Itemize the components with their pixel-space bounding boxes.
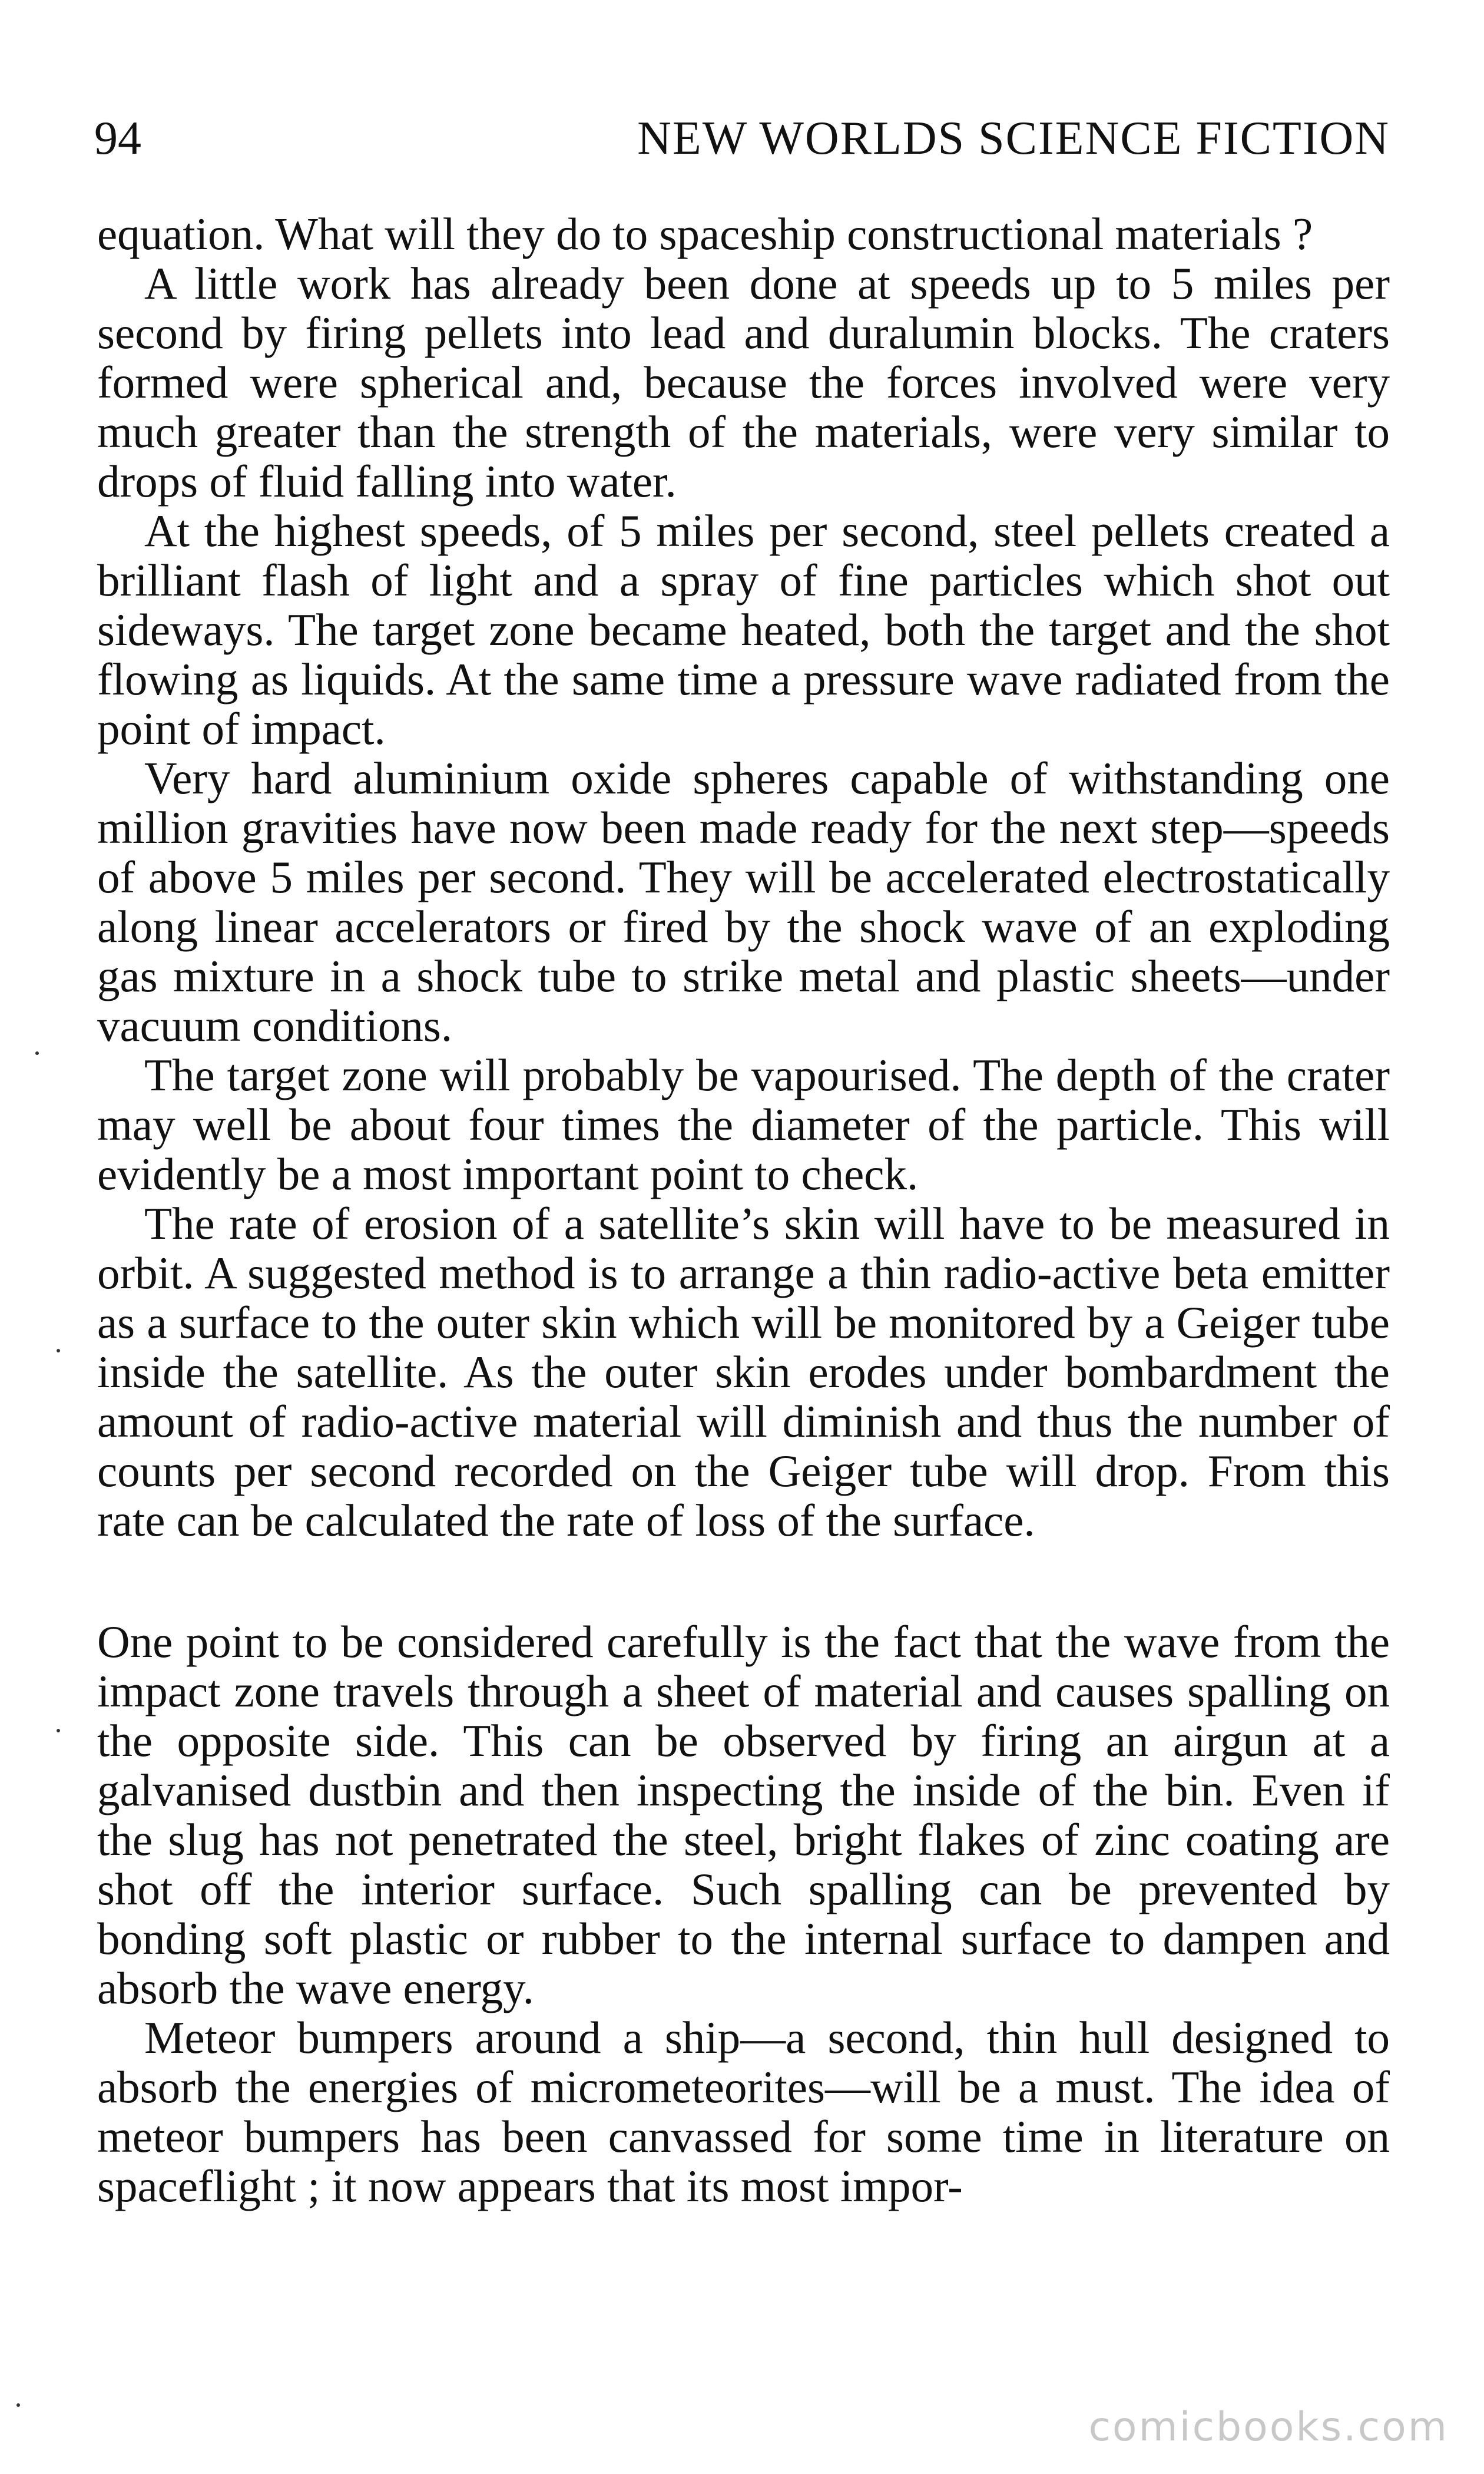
paragraph: The rate of erosion of a satellite’s skin will have to be measured in orbit. A suggested method is to arrange a thin radio-active beta emitter as a surface to the outer skin which will be monitored by a Geiger tube inside the satellite. As the outer skin erodes under bombardment the amount of radio-active material will diminish and thus the number of counts per second recorded on the Geiger tube will drop. From this rate can be calculated the rate of loss of the surface. [97,1198,1390,1546]
paragraph: At the highest speeds, of 5 miles per second, steel pellets created a brilliant flash of light and a spray of fine particles which shot out sideways. The target zone became heated, both the target and the shot flowing as liquids. At the same time a pressure wave radiated from the point of impact. [97,505,1390,754]
print-speck [35,1051,39,1055]
paragraph: One point to be considered carefully is the fact that the wave from the impact zone travels through a sheet of material and causes spalling on the opposite side. This can be observed by firing an airgun at a galvanised dustbin and then inspecting the inside of the bin. Even if the slug has not penetrated the steel, bright flakes of zinc coating are shot off the interior surface. Such spalling can be prevented by bonding soft plastic or rubber to the internal surface to dampen and absorb the wave energy. [97,1616,1390,2013]
running-title: NEW WORLDS SCIENCE FICTION [637,113,1390,164]
print-speck [16,2403,20,2407]
page-header [94,106,1390,171]
print-speck [57,1349,60,1352]
paragraph: Very hard aluminium oxide spheres capable of withstanding one million gravities have now been made ready for the next step—speeds of above 5 miles per second. They will be accelerated electrostatically along linear accelerators or fired by the shock wave of an exploding gas mixture in a shock tube to strike metal and plastic sheets—under vacuum conditions. [97,753,1390,1051]
print-speck [57,1729,60,1732]
watermark-text: comicbooks.com [1088,2404,1449,2450]
page-number: 94 [94,113,141,164]
paragraph: A little work has already been done at speeds up to 5 miles per second by firing pellets into lead and duralumin blocks. The craters formed were spherical and, because the forces involved were very much greater than the strength of the materials, were very similar to drops of fluid falling into water. [97,258,1390,507]
paragraph: Meteor bumpers around a ship—a second, thin hull designed to absorb the energies of micrometeorites—will be a must. The idea of meteor bumpers has been canvassed for some time in literature on spaceflight ; it now appears that its most impor- [97,2012,1390,2211]
body-text [97,209,1390,2211]
paragraph: The target zone will probably be vapourised. The depth of the crater may well be about four times the diameter of the particle. This will evidently be a most important point to check. [97,1050,1390,1199]
paragraph: equation. What will they do to spaceship constructional materials ? [97,209,1313,259]
